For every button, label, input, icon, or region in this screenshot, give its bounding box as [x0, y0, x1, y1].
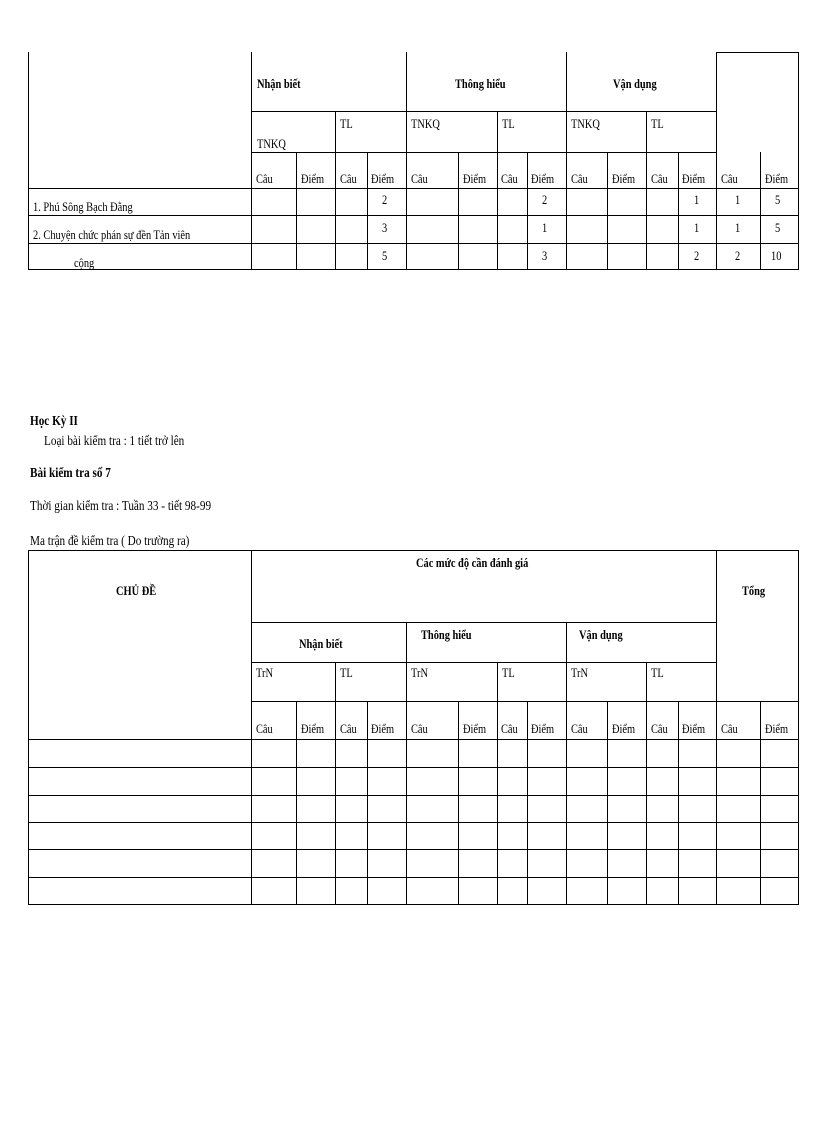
header-tnkq: TNKQ [571, 116, 600, 131]
cell-value: 3 [382, 220, 388, 235]
header-diem: Điểm [463, 171, 487, 186]
header-diem: Điểm [765, 721, 789, 736]
header-trn: TrN [571, 665, 588, 680]
header-diem: Điểm [371, 171, 395, 186]
header-diem: Điểm [682, 171, 706, 186]
cell-value: 1 [735, 220, 741, 235]
header-diem: Điểm [682, 721, 706, 736]
header-diem: Điểm [612, 721, 636, 736]
cell-value: 5 [775, 220, 781, 235]
header-tong: Tổng [742, 583, 766, 598]
header-tl: TL [651, 116, 664, 131]
cell-value: 1 [694, 192, 700, 207]
header-van-dung: Vận dụng [613, 76, 657, 91]
loai-bai-text: Loại bài kiểm tra : 1 tiết trở lên [44, 434, 185, 449]
cell-value: 2 [694, 248, 700, 263]
cell-value: 5 [775, 192, 781, 207]
cell-value: 5 [382, 248, 388, 263]
header-tl: TL [502, 665, 515, 680]
header-cac-muc-do: Các mức độ cần đánh giá [416, 555, 529, 570]
header-tl: TL [340, 665, 353, 680]
header-cau: Câu [256, 171, 273, 186]
header-van-dung: Vận dụng [579, 627, 623, 642]
header-diem: Điểm [371, 721, 395, 736]
header-nhan-biet: Nhận biết [257, 76, 301, 91]
header-cau: Câu [501, 721, 518, 736]
header-cau: Câu [651, 721, 668, 736]
header-diem: Điểm [531, 721, 555, 736]
hoc-ky-heading: Học Kỳ II [30, 414, 78, 429]
cell-value: 1 [735, 192, 741, 207]
header-diem: Điểm [531, 171, 555, 186]
header-cau: Câu [340, 721, 357, 736]
header-cau: Câu [571, 171, 588, 186]
header-cau: Câu [411, 171, 428, 186]
header-trn: TrN [411, 665, 428, 680]
header-cau: Câu [651, 171, 668, 186]
header-tl: TL [502, 116, 515, 131]
header-tl: TL [651, 665, 664, 680]
header-diem: Điểm [612, 171, 636, 186]
cell-value: 2 [735, 248, 741, 263]
header-nhan-biet: Nhận biết [299, 636, 343, 651]
header-thong-hieu: Thông hiểu [455, 76, 506, 91]
header-cau: Câu [721, 721, 738, 736]
cell-value: 2 [542, 192, 548, 207]
header-cau: Câu [721, 171, 738, 186]
header-diem: Điểm [765, 171, 789, 186]
header-chu-de: CHỦ ĐỀ [116, 583, 157, 598]
header-trn: TrN [256, 665, 273, 680]
row-topic: 2. Chuyện chức phán sự đền Tản viên [33, 227, 191, 242]
cell-value: 1 [694, 220, 700, 235]
cell-value: 3 [542, 248, 548, 263]
row-topic: 1. Phú Sông Bạch Đằng [33, 199, 133, 214]
cell-value: 10 [771, 248, 782, 263]
cell-value: 2 [382, 192, 388, 207]
header-cau: Câu [256, 721, 273, 736]
header-thong-hieu: Thông hiểu [421, 627, 472, 642]
bai-kiem-tra-heading: Bài kiểm tra số 7 [30, 466, 111, 481]
header-cau: Câu [340, 171, 357, 186]
header-cau: Câu [501, 171, 518, 186]
header-cau: Câu [411, 721, 428, 736]
ma-tran-text: Ma trận đề kiểm tra ( Do trường ra) [30, 534, 190, 549]
header-tnkq: TNKQ [411, 116, 440, 131]
header-diem: Điểm [463, 721, 487, 736]
thoi-gian-text: Thời gian kiểm tra : Tuần 33 - tiết 98-99 [30, 499, 212, 514]
header-tl: TL [340, 116, 353, 131]
header-tnkq: TNKQ [257, 136, 286, 151]
header-diem: Điểm [301, 721, 325, 736]
header-cau: Câu [571, 721, 588, 736]
cell-value: 1 [542, 220, 548, 235]
header-diem: Điểm [301, 171, 325, 186]
row-topic: cộng [74, 255, 95, 270]
